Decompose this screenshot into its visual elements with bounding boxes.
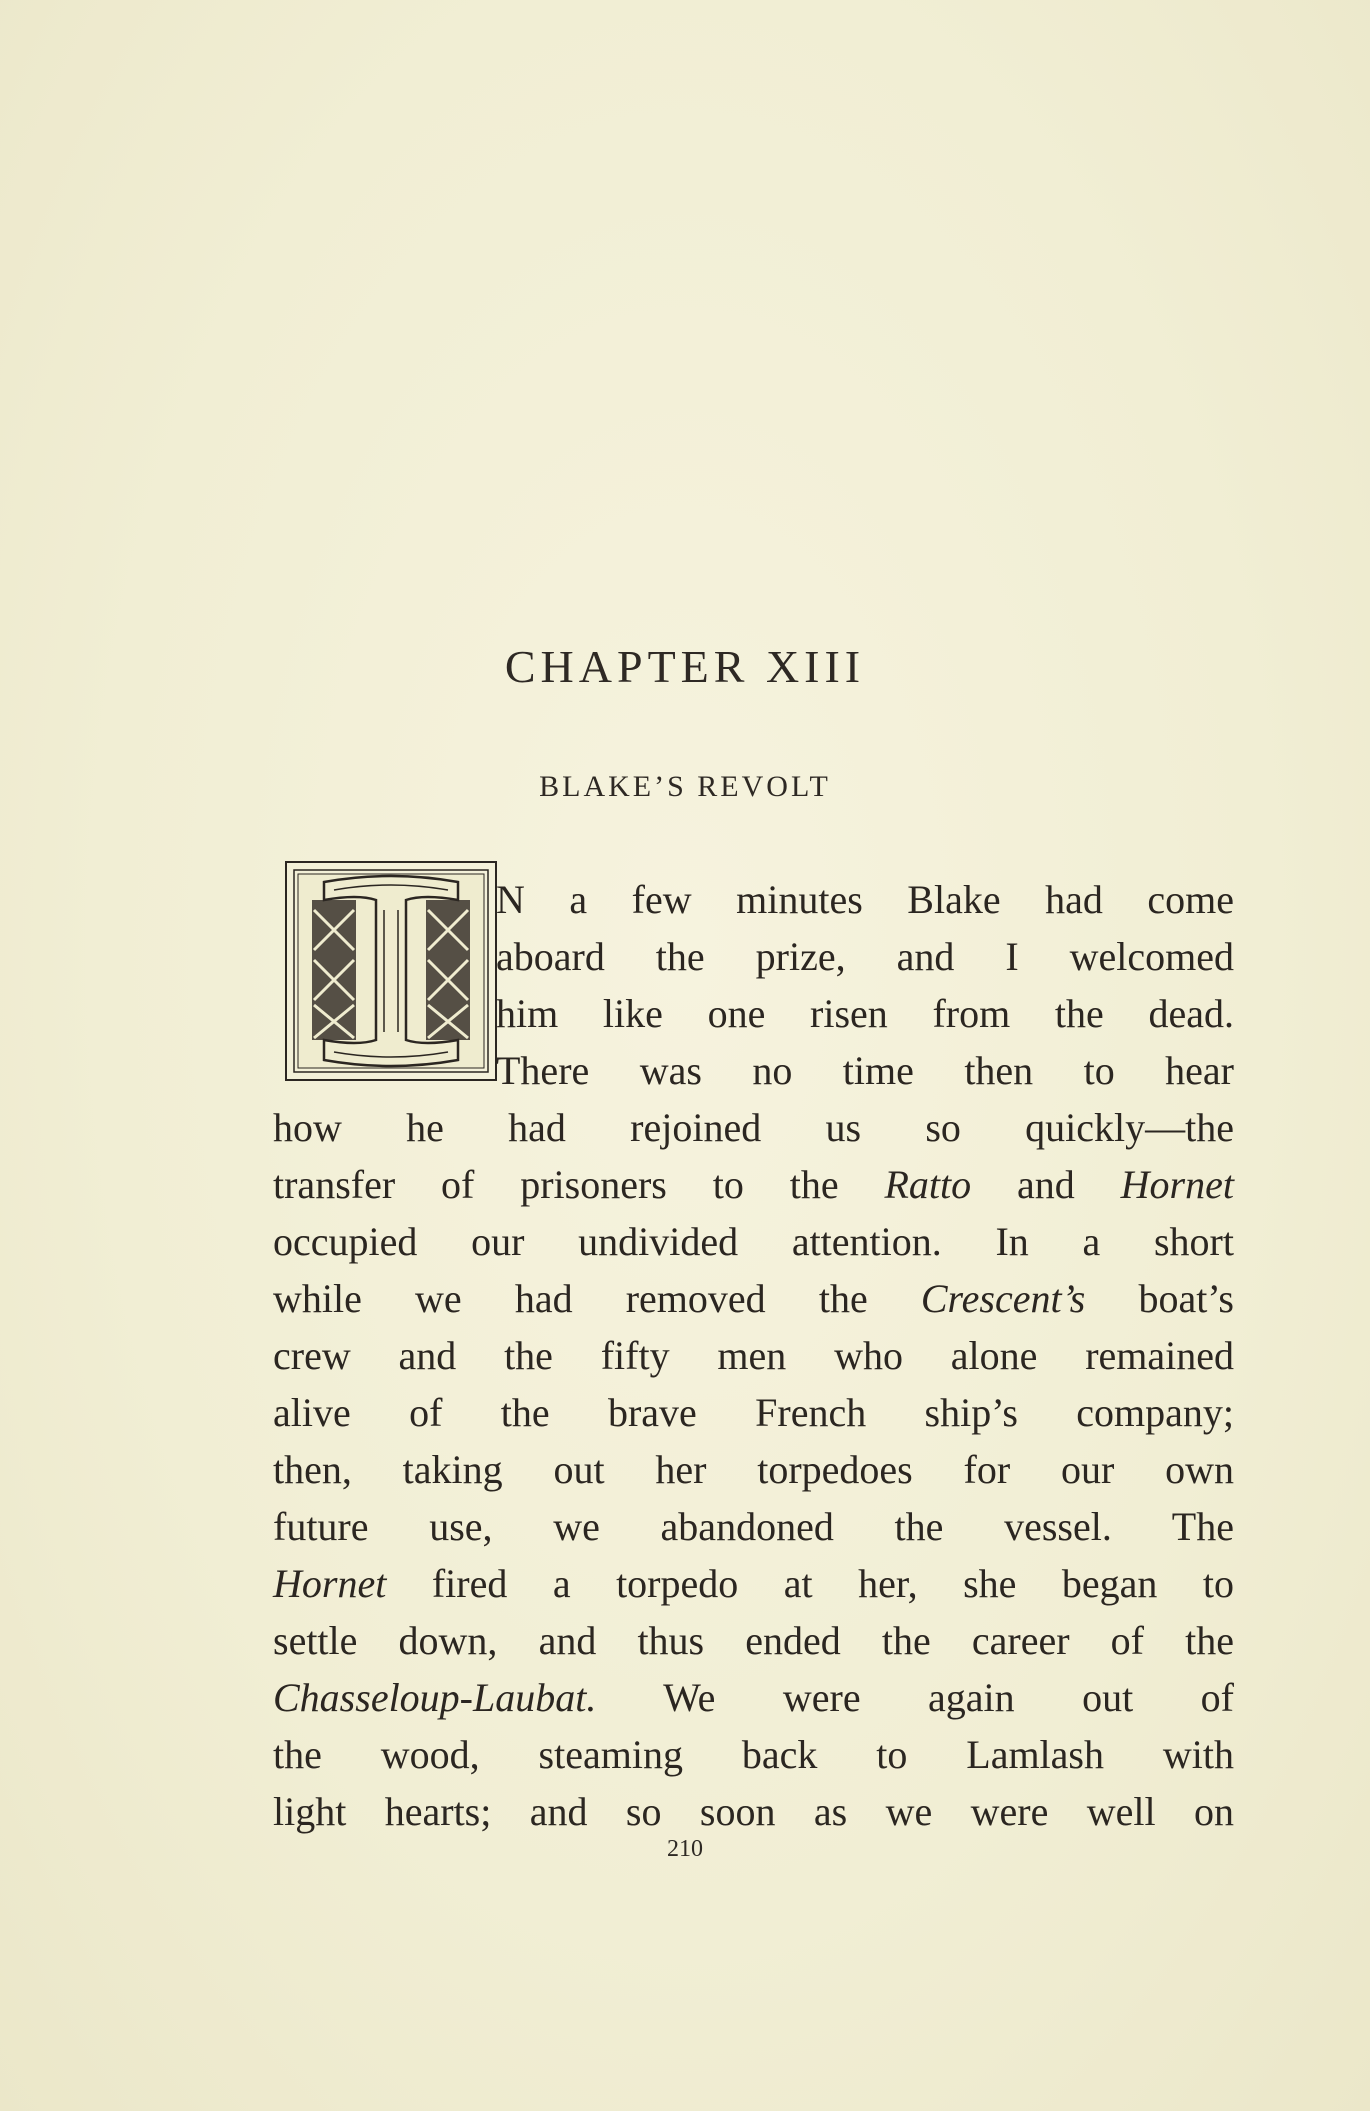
text-run: transfer of prisoners to the — [273, 1162, 885, 1207]
text-run: while we had removed the — [273, 1276, 921, 1321]
italic-ship-name: Chasseloup-Laubat. — [273, 1675, 597, 1720]
italic-ship-name: Hornet — [1120, 1162, 1234, 1207]
text-line-7: occupied our undivided attention. In a short — [273, 1219, 1234, 1264]
text-run: and — [971, 1162, 1121, 1207]
text-line-3: him like one risen from the dead. — [496, 991, 1234, 1036]
italic-ship-name: Hornet — [273, 1561, 387, 1606]
text-line-14: settle down, and thus ended the career of the — [273, 1618, 1234, 1663]
page-number: 210 — [667, 1836, 703, 1862]
ornamental-dropcap-i — [284, 860, 498, 1082]
text-run: We were again out of — [596, 1675, 1234, 1720]
text-line-16: the wood, steaming back to Lamlash with — [273, 1732, 1234, 1777]
text-line-11: then, taking out her torpedoes for our own — [273, 1447, 1234, 1492]
text-line-13 — [273, 1555, 1234, 1612]
chapter-subtitle: BLAKE’S REVOLT — [539, 770, 831, 803]
text-line-6 — [273, 1156, 1234, 1213]
text-line-1: N a few minutes Blake had come — [496, 877, 1234, 922]
text-line-9: crew and the fifty men who alone remained — [273, 1333, 1234, 1378]
text-line-8 — [273, 1270, 1234, 1327]
text-line-4: There was no time then to hear — [496, 1048, 1234, 1093]
italic-ship-name: Crescent’s — [920, 1276, 1086, 1321]
italic-ship-name: Ratto — [884, 1162, 972, 1207]
text-line-17: light hearts; and so soon as we were well on — [273, 1789, 1234, 1834]
text-line-12: future use, we abandoned the vessel. The — [273, 1504, 1234, 1549]
text-line-5: how he had rejoined us so quickly—the — [273, 1105, 1234, 1150]
text-line-15 — [273, 1669, 1234, 1726]
text-run: fired a torpedo at her, she began to — [386, 1561, 1234, 1606]
text-run: boat’s — [1085, 1276, 1234, 1321]
text-line-2: aboard the prize, and I welcomed — [496, 934, 1234, 979]
text-line-10: alive of the brave French ship’s company; — [273, 1390, 1234, 1435]
chapter-title: CHAPTER XIII — [504, 641, 866, 692]
